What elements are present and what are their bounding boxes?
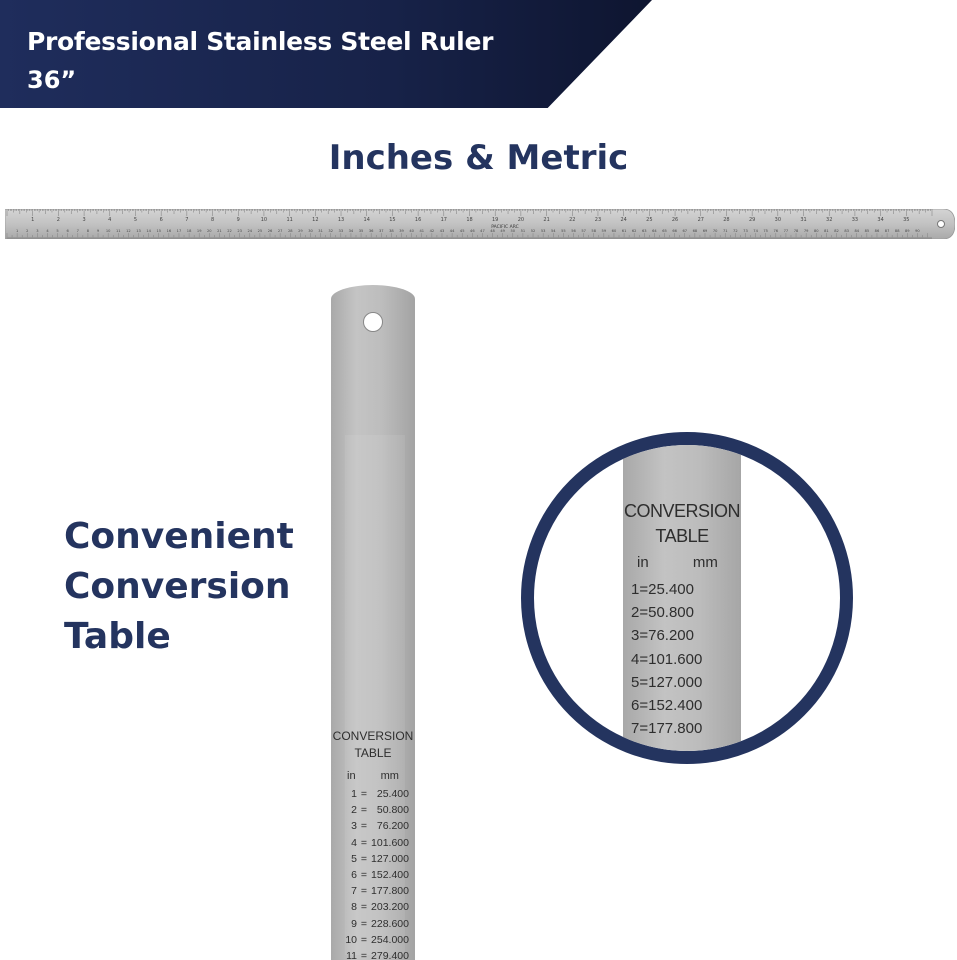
cm-label: 86 (874, 229, 880, 233)
cm-label: 1 (15, 229, 19, 233)
conversion-row (631, 674, 731, 697)
cm-label: 80 (813, 229, 819, 233)
cm-label: 49 (500, 229, 505, 233)
row-equals: = (639, 720, 649, 738)
row-mm: 76.200 (648, 627, 694, 645)
inch-label: 8 (210, 217, 215, 223)
hanging-hole (363, 312, 383, 332)
cm-label: 50 (510, 229, 516, 233)
row-inches: 8 (351, 901, 357, 914)
cm-label: 84 (854, 229, 860, 233)
inch-label: 22 (569, 217, 576, 223)
cm-label: 73 (743, 229, 748, 233)
inch-label: 25 (646, 217, 653, 223)
conversion-row (343, 837, 409, 853)
cm-label: 16 (166, 229, 172, 233)
row-mm: 25.400 (376, 788, 409, 800)
cm-label: 39 (399, 229, 404, 233)
cm-label: 43 (439, 229, 445, 233)
cm-label: 18 (186, 229, 192, 233)
inch-label: 7 (185, 217, 189, 223)
feature-line: Convenient (64, 516, 294, 557)
cm-label: 72 (733, 229, 738, 233)
row-inches: 3 (631, 627, 640, 645)
cm-label: 38 (389, 229, 394, 233)
cm-label: 19 (196, 229, 202, 233)
inch-label: 33 (851, 217, 859, 223)
cm-label: 25 (257, 229, 263, 233)
row-mm: 152.400 (371, 868, 409, 881)
row-equals: = (360, 788, 368, 800)
cm-label: 29 (298, 229, 303, 233)
row-equals: = (360, 933, 368, 946)
conversion-row (631, 720, 731, 743)
cm-label: 28 (287, 229, 293, 233)
row-equals: = (639, 650, 649, 668)
cm-label: 82 (834, 229, 839, 233)
cm-label: 31 (318, 229, 323, 233)
zoomed-ruler-strip (623, 445, 741, 751)
inch-label: 2 (56, 217, 60, 223)
row-equals: = (360, 868, 368, 881)
cm-label: 58 (591, 229, 597, 233)
cm-label: 61 (621, 229, 627, 233)
cm-label: 24 (247, 229, 253, 233)
cm-label: 17 (176, 229, 182, 233)
inch-label: 26 (671, 217, 679, 223)
row-inches: 7 (351, 885, 357, 898)
row-inches: 6 (351, 868, 357, 881)
row-inches: 11 (346, 949, 357, 960)
cm-label: 32 (328, 229, 333, 233)
ruler-brand: PACIFIC ARC (491, 225, 519, 230)
cm-label: 81 (824, 229, 829, 233)
cm-label: 68 (692, 229, 698, 233)
cm-label: 65 (662, 229, 667, 233)
cm-label: 88 (894, 229, 900, 233)
row-mm: 254.000 (371, 933, 409, 946)
cm-label: 46 (470, 229, 475, 233)
zoom-conversion-rows (631, 581, 731, 743)
cm-label: 54 (550, 229, 556, 233)
cm-label: 76 (773, 229, 779, 233)
conversion-row (631, 581, 731, 604)
row-mm: 203.200 (371, 901, 409, 914)
row-mm: 177.800 (648, 720, 703, 738)
inch-label: 32 (826, 217, 833, 223)
cm-label: 9 (96, 229, 100, 233)
inch-label: 35 (903, 217, 910, 223)
row-mm: 76.200 (376, 820, 409, 833)
row-equals: = (360, 949, 368, 960)
inch-label: 9 (236, 217, 240, 223)
inch-label: 28 (723, 217, 730, 223)
cm-label: 55 (561, 229, 566, 233)
conversion-row (631, 604, 731, 627)
row-inches: 9 (351, 917, 357, 930)
row-equals: = (639, 581, 649, 598)
cm-label: 71 (722, 229, 728, 233)
conversion-row (343, 885, 409, 901)
row-mm: 127.000 (371, 852, 409, 865)
cm-label: 75 (763, 229, 768, 233)
cm-label: 15 (156, 229, 162, 233)
cm-label: 37 (379, 229, 384, 233)
cm-label: 8 (86, 229, 90, 233)
row-inches: 4 (631, 650, 640, 668)
cm-label: 42 (429, 229, 435, 233)
row-mm: 50.800 (648, 604, 694, 622)
cm-label: 22 (227, 229, 232, 233)
conversion-table-rows (343, 788, 409, 960)
cm-label: 51 (520, 229, 526, 233)
row-mm: 152.400 (648, 696, 703, 714)
inch-label: 23 (594, 217, 602, 223)
cm-label: 34 (348, 229, 354, 233)
inch-label: 20 (517, 217, 525, 223)
cm-label: 6 (66, 229, 69, 233)
cm-label: 44 (449, 229, 455, 233)
row-equals: = (639, 604, 649, 622)
section-subtitle: Inches & Metric (328, 138, 629, 178)
inch-label: 19 (492, 217, 499, 223)
row-equals: = (360, 836, 368, 849)
zoom-conversion-header: in mm (637, 554, 718, 571)
cm-label: 2 (26, 229, 29, 233)
row-mm: 50.800 (376, 804, 409, 817)
inch-label: 16 (414, 217, 422, 223)
row-inches: 5 (631, 673, 640, 691)
row-equals: = (360, 901, 368, 914)
row-inches: 7 (631, 720, 640, 738)
inch-label: 24 (620, 217, 627, 223)
cm-label: 27 (277, 229, 283, 233)
row-mm: 279.400 (371, 949, 409, 960)
row-equals: = (360, 820, 368, 833)
cm-label: 5 (56, 229, 59, 233)
cm-label: 89 (905, 229, 910, 233)
cm-label: 77 (783, 229, 789, 233)
cm-label: 70 (712, 229, 718, 233)
vertical-ruler-image (331, 285, 415, 960)
cm-label: 56 (571, 229, 576, 233)
cm-label: 53 (540, 229, 546, 233)
conversion-row (343, 869, 409, 885)
row-inches: 10 (345, 933, 357, 946)
conversion-row (343, 853, 409, 869)
cm-label: 60 (611, 229, 617, 233)
cm-label: 74 (753, 229, 758, 233)
row-inches: 2 (351, 804, 357, 817)
conversion-row (343, 901, 409, 917)
product-size: 36” (27, 66, 77, 94)
inch-label: 12 (312, 217, 319, 223)
row-mm: 127.000 (648, 673, 703, 691)
conversion-table-header: in mm (347, 770, 399, 782)
feature-line: Conversion (64, 566, 291, 607)
row-inches: 4 (351, 836, 357, 849)
row-inches: 6 (631, 696, 640, 714)
cm-label: 41 (419, 229, 425, 233)
cm-label: 64 (652, 229, 657, 233)
conversion-row (343, 950, 409, 960)
cm-label: 21 (217, 229, 222, 233)
cm-label: 90 (915, 229, 920, 233)
inch-label: 30 (774, 217, 782, 223)
cm-label: 40 (409, 229, 414, 233)
inch-label: 5 (133, 217, 138, 223)
cm-label: 36 (368, 229, 374, 233)
inch-label: 4 (108, 217, 112, 223)
cm-label: 66 (672, 229, 677, 233)
product-title: Professional Stainless Steel Ruler (27, 27, 494, 56)
feature-text (64, 512, 294, 662)
cm-label: 63 (642, 229, 647, 233)
row-equals: = (360, 852, 368, 865)
cm-label: 87 (884, 229, 890, 233)
cm-label: 12 (126, 229, 131, 233)
row-equals: = (360, 917, 368, 930)
row-mm: 25.400 (648, 581, 694, 598)
inch-label: 14 (363, 217, 370, 223)
cm-label: 7 (76, 229, 79, 233)
cm-label: 78 (793, 229, 799, 233)
conversion-row (631, 651, 731, 674)
feature-line: Table (64, 616, 171, 657)
inch-label: 3 (82, 217, 86, 223)
row-equals: = (639, 627, 649, 645)
inch-label: 17 (440, 217, 447, 223)
row-inches: 1 (351, 788, 357, 800)
cm-label: 11 (115, 229, 121, 233)
zoom-magnifier (521, 432, 853, 764)
conversion-row (343, 934, 409, 950)
cm-label: 67 (682, 229, 688, 233)
cm-label: 57 (581, 229, 586, 233)
cm-label: 62 (631, 229, 637, 233)
row-inches: 1 (631, 581, 640, 598)
cm-label: 14 (146, 229, 151, 233)
conversion-row (631, 627, 731, 650)
row-equals: = (360, 804, 368, 817)
row-equals: = (639, 696, 649, 714)
ruler-hole (938, 221, 945, 228)
conversion-row (343, 918, 409, 934)
cm-label: 69 (702, 229, 708, 233)
cm-label: 48 (490, 229, 495, 233)
cm-label: 10 (105, 229, 111, 233)
inch-label: 15 (389, 217, 396, 223)
cm-label: 4 (46, 229, 49, 233)
cm-label: 85 (864, 229, 870, 233)
cm-label: 3 (36, 229, 39, 233)
inch-label: 27 (697, 217, 704, 223)
inch-label: 1 (31, 217, 35, 223)
row-equals: = (639, 673, 649, 691)
cm-label: 83 (844, 229, 849, 233)
horizontal-ruler-image (5, 209, 955, 239)
row-inches: 2 (631, 604, 640, 622)
row-inches: 3 (351, 820, 357, 833)
zoom-conversion-title: CONVERSION TABLE (623, 501, 741, 546)
row-inches: 5 (351, 852, 357, 865)
row-mm: 101.600 (371, 836, 409, 849)
ruler-body (5, 209, 955, 239)
inch-label: 31 (800, 217, 807, 223)
inch-label: 18 (466, 217, 473, 223)
inch-label: 29 (748, 217, 756, 223)
conversion-row (631, 697, 731, 720)
conversion-row (343, 804, 409, 820)
cm-label: 20 (207, 229, 212, 233)
row-mm: 177.800 (371, 885, 409, 898)
cm-label: 52 (530, 229, 536, 233)
cm-label: 79 (803, 229, 809, 233)
row-mm: 101.600 (648, 650, 703, 668)
cm-label: 13 (136, 229, 141, 233)
row-equals: = (360, 885, 368, 898)
conversion-row (343, 820, 409, 836)
cm-label: 35 (358, 229, 364, 233)
cm-label: 23 (237, 229, 242, 233)
inch-label: 13 (337, 217, 345, 223)
inch-label: 34 (877, 217, 884, 223)
conversion-table-title: CONVERSION TABLE (332, 729, 414, 760)
conversion-row (343, 788, 409, 804)
cm-label: 59 (601, 229, 607, 233)
row-mm: 228.600 (371, 917, 409, 930)
cm-label: 26 (267, 229, 273, 233)
cm-label: 30 (308, 229, 313, 233)
inch-label: 21 (543, 217, 550, 223)
cm-label: 33 (338, 229, 344, 233)
inch-label: 6 (159, 217, 163, 223)
inch-label: 10 (260, 217, 268, 223)
inch-label: 11 (286, 217, 293, 223)
cm-label: 47 (480, 229, 485, 233)
cm-label: 45 (459, 229, 465, 233)
